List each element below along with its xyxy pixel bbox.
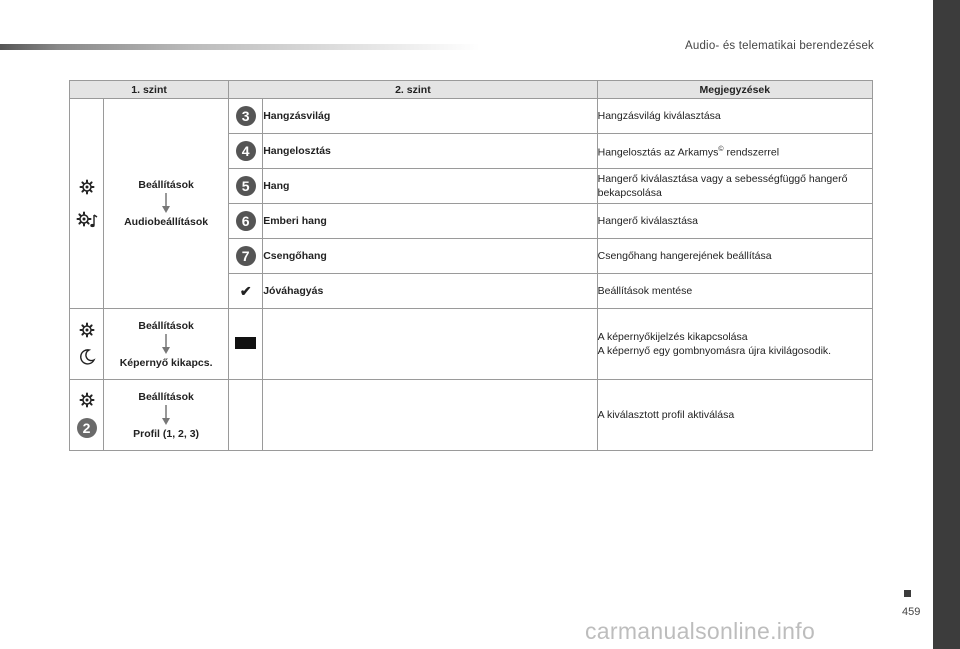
page-header-title: Audio- és telematikai berendezések [685,40,874,52]
setting-note: A kiválasztott profil aktiválása [597,380,872,451]
note-text: rendszerrel [723,146,780,159]
setting-note: Hangzásvilág kiválasztása [597,99,872,134]
column-header-notes: Megjegyzések [597,81,872,99]
step-badge-7: 7 [236,246,256,266]
group-profile-icons [70,380,104,451]
level1-label: Beállítások [138,390,194,403]
arrow-down-icon [162,193,170,213]
note-text: Hangelosztás az Arkamys [597,146,719,159]
group-screen-icons [70,309,104,380]
group-screen-level1 [104,309,229,380]
setting-label: Csengőhang [263,239,597,274]
note-line: A képernyő egy gombnyomásra újra kivilágosodik. [597,345,832,357]
step-badge-6: 6 [236,211,256,231]
column-header-level2: 2. szint [229,81,597,99]
profile-2-icon: 2 [77,418,97,438]
gear-icon [79,322,95,338]
column-header-level1: 1. szint [70,81,229,99]
page-marker [904,590,911,597]
setting-label: Hangzásvilág [263,99,597,134]
arrow-down-icon [162,405,170,425]
settings-table [69,80,873,451]
level1-sublabel: Profil (1, 2, 3) [133,427,200,440]
level1-label: Beállítások [138,179,194,191]
step-badge-4: 4 [236,141,256,161]
step-badge-5: 5 [236,176,256,196]
setting-label: Hang [263,169,597,204]
page-number: 459 [902,606,921,618]
level1-sublabel: Audiobeállítások [124,216,209,228]
copyright-mark: © [718,145,724,153]
level1-sublabel: Képernyő kikapcs. [119,356,213,369]
level1-label: Beállítások [138,319,194,332]
side-tab-bar [933,0,960,649]
table-row [70,99,873,134]
setting-note: Hangerő kiválasztása vagy a sebességfüggő hangerő bekapcsolása [597,169,872,204]
setting-note [597,134,872,169]
setting-note: Hangerő kiválasztása [597,204,872,239]
setting-note: Csengőhang hangerejének beállítása [597,239,872,274]
note-line: A képernyőkijelzés kikapcsolása [597,331,748,343]
setting-label: Hangelosztás [263,134,597,169]
group-audio-level1 [104,99,229,309]
header-gradient-bar [0,44,480,50]
gear-music-icon [76,211,98,229]
setting-note [597,309,872,380]
setting-label: Emberi hang [263,204,597,239]
table-header-row [70,81,873,99]
arrow-down-icon [162,334,170,354]
gear-icon [79,392,95,408]
setting-note: Beállítások mentése [597,274,872,309]
setting-label: Jóváhagyás [263,274,597,309]
moon-icon [78,348,96,366]
group-audio-icons [70,99,104,309]
table-row [70,380,873,451]
watermark-text: carmanualsonline.info [585,618,816,644]
gear-icon [79,179,95,195]
checkmark-icon: ✔ [239,282,252,299]
screen-off-icon [235,337,256,349]
step-badge-3: 3 [236,106,256,126]
table-row [70,309,873,380]
group-profile-level1 [104,380,229,451]
